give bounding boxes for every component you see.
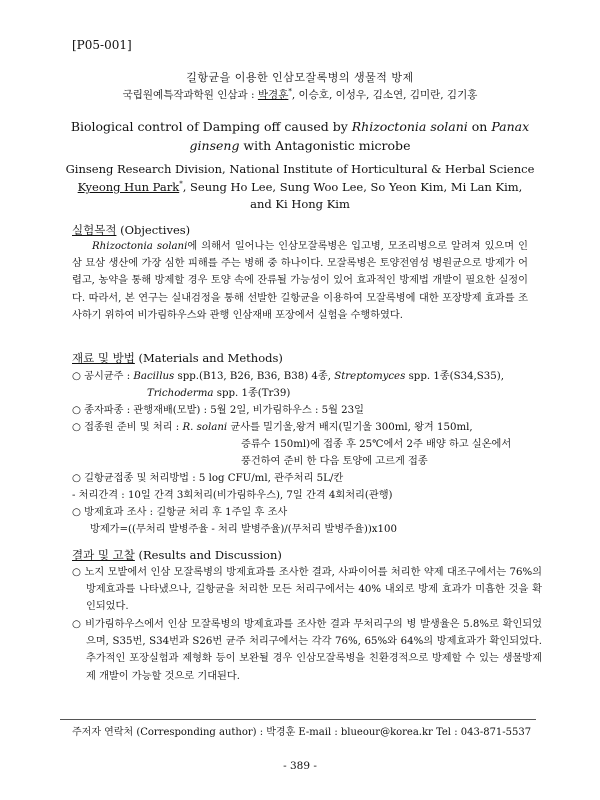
corresponding-mark: *	[179, 180, 183, 189]
method-strains	[72, 367, 504, 382]
method-text: 균사를 밀기울,왕겨 배지(밀기울 300ml, 왕겨 150ml,	[227, 422, 473, 433]
method-genus: Trichoderma	[147, 388, 214, 399]
results-heading	[72, 547, 282, 563]
objectives-heading-en: (Objectives)	[116, 223, 191, 237]
title-korean: 길항균을 이용한 인삼모잘록병의 생물적 방제	[186, 71, 414, 84]
method-sowing: ○ 종자파종 : 관행재배(모밭) : 5월 2일, 비가림하우스 : 5월 23일	[72, 405, 364, 416]
title-en-text: on	[467, 119, 492, 134]
lead-author-english: Kyeong Hun Park	[77, 180, 180, 194]
affiliation-korean: 국립원예특작과학원 인삼과 :	[122, 89, 258, 101]
corresponding-author-footer: 주저자 연락처 (Corresponding author) : 박경훈 E-mail : blueour@korea.kr Tel : 043-871-5537	[72, 727, 532, 738]
method-text: spp. 1종(Tr39)	[213, 388, 291, 399]
abstract-code: [P05-001]	[72, 38, 132, 52]
method-inoculum-cont1: 증류수 150ml)에 접종 후 25℃에서 2주 배양 하고 실온에서	[241, 439, 512, 450]
method-interval: - 처리간격 : 10일 간격 3회처리(비가림하우스), 7일 간격 4회처리(관행)	[72, 490, 393, 501]
title-en-text: Biological control of Damping off caused by	[70, 119, 352, 134]
method-inoculum-cont2: 풍건하여 준비 한 다음 토양에 고르게 접종	[241, 456, 428, 467]
objectives-body: 에 의해서 일어나는 인삼모잘록병은 입고병, 모조리병으로 알려져 있으며 인삼 묘삼 생산에 가장 심한 피해를 주는 병해 중 하나이다. 모잘록병은 토양전염성 병원균으로 방제가 어렵고, 농약을 통해 방제할 경우 토양 속에 잔류될 가능성이 있어 효과적인 방제법 개발이 필요한 실정이다. 따라서, 본 연구는 실내검정을 통해 선발한 길항균을 이용하여 모잘록병에 대한 포장방제 효과를 조사하기 위하여 비가림하우스와 관행 인삼재배 포장에서 실험을 수행하였다.	[72, 241, 528, 321]
results-paragraph-2: ○ 비가림하우스에서 인삼 모잘록병의 방제효과를 조사한 결과 무처리구의 병 발생율은 5.8%로 확인되었으며, S35번, S34번과 S26번 균주 처리구에서는 각각 76%, 65%와 64%의 방제효과가 확인되었다. 추가적인 포장실험과 제형화 등이 보완될 경우 인삼모잘록병을 친환경적으로 방제할 수 있는 생물방제제 개발이 가능할 것으로 기대된다.	[72, 619, 542, 682]
objectives-heading	[72, 222, 190, 238]
objectives-paragraph	[72, 238, 528, 324]
methods-heading-en: (Materials and Methods)	[134, 351, 283, 365]
title-en-text: with Antagonistic microbe	[239, 138, 411, 153]
method-species: R. solani	[182, 422, 228, 433]
authors-english-line2: and Ki Hong Kim	[250, 197, 350, 211]
authors-english	[60, 180, 540, 194]
method-text: spp.(B13, B26, B36, B38) 4종,	[174, 371, 335, 382]
affiliation-english: Ginseng Research Division, National Institute of Horticultural & Herbal Science	[65, 162, 535, 176]
page-number: - 389 -	[283, 760, 317, 772]
method-text: spp. 1종(S34,S35),	[405, 371, 504, 382]
lead-author-korean: 박경훈	[257, 89, 289, 101]
method-strains-cont	[147, 384, 290, 399]
results-heading-en: (Results and Discussion)	[134, 548, 282, 562]
method-formula: 방제가=((무처리 발병주율 - 처리 발병주율)/(무처리 발병주율))x100	[90, 524, 397, 535]
method-genus: Streptomyces	[334, 371, 406, 382]
method-genus: Bacillus	[133, 371, 175, 382]
method-inoculum	[72, 418, 473, 433]
results-paragraph-1: ○ 노지 모밭에서 인삼 모잘록병의 방제효과를 조사한 결과, 사파이어를 처리한 약제 대조구에서는 76%의 방제효과를 나타냈으나, 길항균을 처리한 모든 처리구에서는 40% 내외로 방제 효과가 미흡한 것을 확인되었다.	[72, 567, 542, 613]
title-english	[60, 117, 540, 155]
methods-heading	[72, 350, 283, 366]
footer-divider	[60, 719, 536, 720]
title-en-species: Rhizoctonia solani	[351, 119, 468, 134]
objectives-species: Rhizoctonia solani	[92, 241, 188, 252]
authors-korean	[60, 87, 540, 102]
results-heading-ko: 결과 및 고찰	[72, 548, 135, 562]
method-text: ○ 접종원 준비 및 처리 :	[72, 422, 183, 433]
methods-heading-ko: 재료 및 방법	[72, 351, 135, 365]
coauthors-english: , Seung Ho Lee, Sung Woo Lee, So Yeon Kim, Mi Lan Kim,	[182, 180, 523, 194]
method-survey: ○ 방제효과 조사 : 길항균 처리 후 1주일 후 조사	[72, 507, 288, 518]
method-treatment: ○ 길항균접종 및 처리방법 : 5 log CFU/ml, 관주처리 5L/칸	[72, 473, 344, 484]
title-en-host: Panax ginseng	[189, 119, 530, 153]
corresponding-mark: *	[288, 87, 292, 96]
coauthors-korean: , 이승호, 이성우, 김소연, 김미란, 김기홍	[291, 89, 478, 101]
method-text: ○ 공시균주 :	[72, 371, 134, 382]
objectives-heading-ko: 실험목적	[72, 223, 117, 237]
